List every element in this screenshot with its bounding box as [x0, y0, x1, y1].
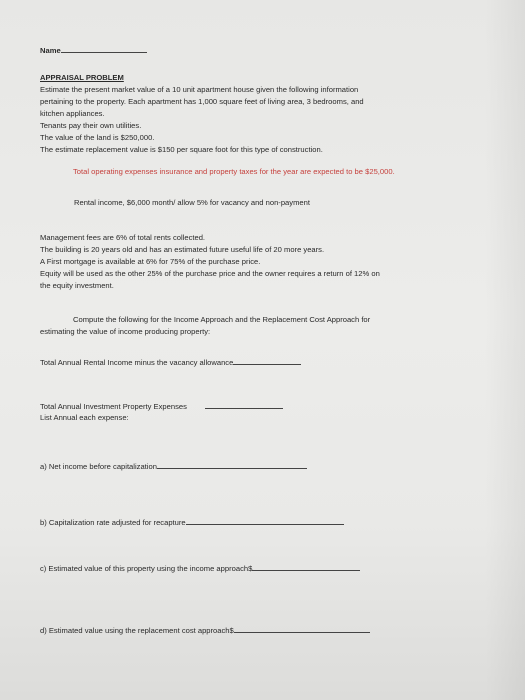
intro-line-1: Estimate the present market value of a 10 unit apartment house given the following information — [40, 85, 359, 94]
question-d-row — [40, 624, 370, 637]
question-list: List Annual each expense: — [40, 413, 129, 422]
answer-blank-d — [234, 624, 370, 633]
detail-line-3: A First mortgage is available at 6% for 75% of the purchase price. — [40, 257, 261, 266]
question-a: a) Net income before capitalization — [40, 462, 157, 471]
intro-line-6: The estimate replacement value is $150 per square foot for this type of construction. — [40, 145, 323, 154]
intro-line-4: Tenants pay their own utilities. — [40, 121, 142, 130]
detail-line-2: The building is 20 years old and has an estimated future useful life of 20 more years. — [40, 245, 325, 254]
intro-line-5: The value of the land is $250,000. — [40, 133, 155, 142]
expenses-note: Total operating expenses insurance and property taxes for the year are expected to be $25,000. — [73, 167, 395, 176]
question-rental-row — [40, 356, 301, 369]
compute-intro-2: estimating the value of income producing property: — [40, 327, 211, 336]
answer-blank-rental — [233, 356, 301, 365]
question-d: d) Estimated value using the replacement cost approach$ — [40, 626, 234, 635]
question-b-row — [40, 516, 344, 529]
detail-line-1: Management fees are 6% of total rents collected. — [40, 233, 206, 242]
rental-income-note: Rental income, $6,000 month/ allow 5% for vacancy and non-payment — [74, 198, 310, 207]
problem-title: APPRAISAL PROBLEM — [40, 73, 124, 82]
name-row — [40, 44, 147, 57]
answer-blank-b — [186, 516, 344, 525]
question-c-row — [40, 562, 360, 575]
intro-line-3: kitchen appliances. — [40, 109, 105, 118]
answer-blank-expenses — [205, 400, 283, 409]
question-rental: Total Annual Rental Income minus the vacancy allowance — [40, 358, 234, 367]
answer-blank-c — [252, 562, 360, 571]
detail-line-5: the equity investment. — [40, 281, 114, 290]
question-c: c) Estimated value of this property using the income approach$ — [40, 564, 253, 573]
question-b: b) Capitalization rate adjusted for recapture — [40, 518, 186, 527]
page-shadow — [485, 0, 525, 700]
detail-line-4: Equity will be used as the other 25% of the purchase price and the owner requires a return of 12% on — [40, 269, 380, 278]
name-blank — [61, 44, 147, 53]
compute-intro-1: Compute the following for the Income Approach and the Replacement Cost Approach for — [73, 315, 371, 324]
question-expenses: Total Annual Investment Property Expenses — [40, 402, 187, 411]
answer-blank-a — [157, 460, 307, 469]
question-a-row — [40, 460, 307, 473]
intro-line-2: pertaining to the property. Each apartment has 1,000 square feet of living area, 3 bedrooms, and — [40, 97, 364, 106]
name-label: Name — [40, 46, 61, 55]
